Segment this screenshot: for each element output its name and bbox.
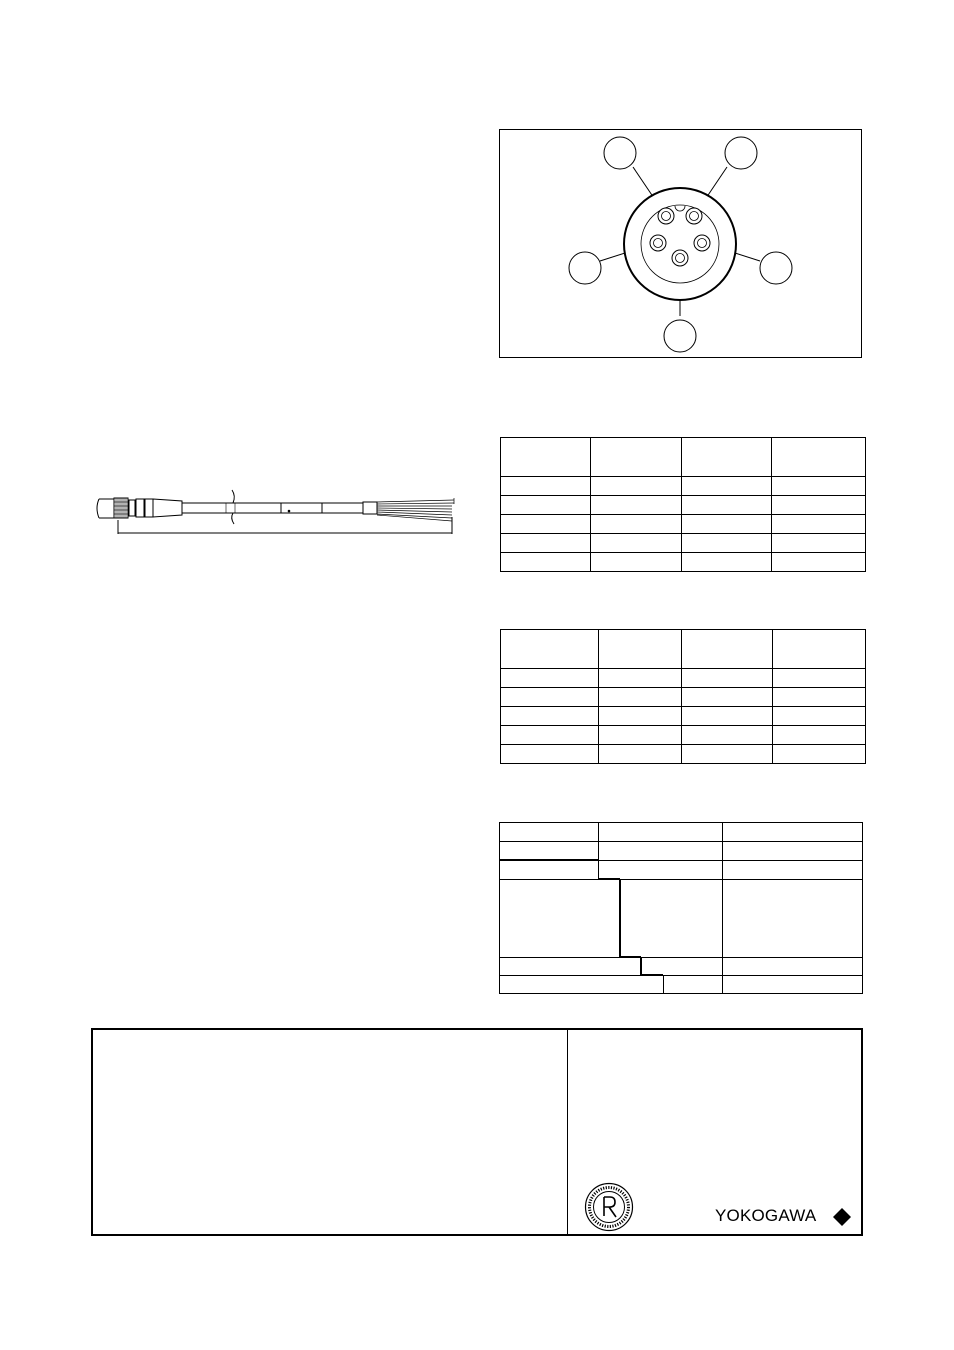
table-header-row (501, 438, 866, 477)
wiring-table-2 (500, 629, 866, 764)
footer-box (91, 1028, 863, 1236)
footer-divider (567, 1029, 568, 1235)
table-row (501, 534, 866, 553)
pin-callout-circle-icon (664, 320, 696, 352)
quality-seal-icon (584, 1182, 634, 1237)
table-row (501, 726, 866, 745)
table-row (501, 688, 866, 707)
table-row (501, 669, 866, 688)
table-row (501, 496, 866, 515)
cable-assembly-drawing (86, 484, 466, 540)
table-header-row (501, 630, 866, 669)
pin-callout-circle-icon (569, 252, 601, 284)
wiring-table-1 (500, 437, 866, 572)
connector-pin-diagram (499, 129, 862, 358)
table-row (501, 515, 866, 534)
table-row (501, 745, 866, 764)
table-row (501, 553, 866, 572)
brand-name: YOKOGAWA (715, 1206, 817, 1225)
diamond-icon (833, 1208, 851, 1231)
revision-table-grid (499, 822, 864, 995)
pin-callout-circle-icon (760, 252, 792, 284)
revision-table (499, 822, 864, 995)
connector-face-drawing (500, 130, 863, 359)
table-row (501, 477, 866, 496)
pin-callout-circle-icon (604, 137, 636, 169)
table-row (501, 707, 866, 726)
cable-drawing-svg (86, 484, 466, 540)
pin-callout-circle-icon (725, 137, 757, 169)
